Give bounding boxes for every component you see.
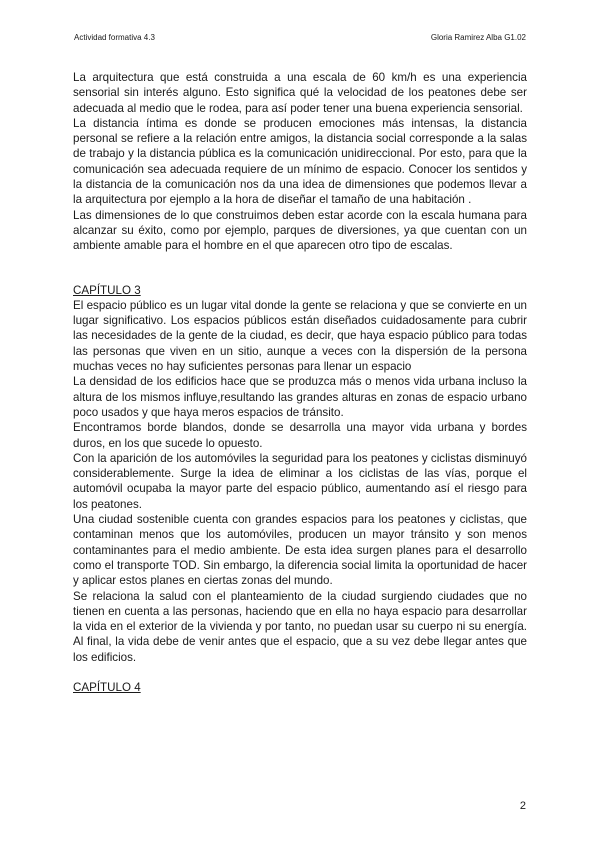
section-gap bbox=[73, 254, 527, 283]
paragraph: Con la aparición de los automóviles la seguridad para los peatones y ciclistas disminuyó considerablemente. Surge la idea de eliminar a los ciclistas de las vías, porque el automóvil ocupaba la mayor parte del espacio público, aumentando así el riesgo para los peatones. bbox=[73, 451, 527, 511]
paragraph: Encontramos borde blandos, donde se desarrolla una mayor vida urbana y bordes duros, en los que sucede lo opuesto. bbox=[73, 421, 527, 450]
paragraph: La distancia íntima es donde se producen emociones más intensas, la distancia personal se refiere a la relación entre amigos, la distancia social corresponde a la salas de trabajo y la distancia pública es la comunicación unidireccional. Por esto, para que la comunicación sea adecuada requiere de un mínimo de espacio. Conocer los sentidos y la distancia de la comunicación nos da una idea de dimensiones que podemos llevar a la arquitectura por ejemplo a la hora de diseñar el tamaño de una habitación . bbox=[73, 116, 527, 207]
paragraph: Una ciudad sostenible cuenta con grandes espacios para los peatones y ciclistas, que contaminan menos que los automóviles, producen un mayor tránsito y son menos contaminantes para el medio ambiente. De esta idea surgen planes para el desarrollo como el transporte TOD. Sin embargo, la diferencia social limita la oportunidad de hacer y aplicar estos planes en ciertas zonas del mundo. bbox=[73, 513, 527, 588]
header-activity-title: Actividad formativa 4.3 bbox=[74, 33, 155, 42]
chapter-3-heading: CAPÍTULO 3 bbox=[73, 283, 141, 297]
header-author: Gloria Ramirez Alba G1.02 bbox=[430, 33, 526, 42]
section-gap bbox=[73, 665, 527, 680]
paragraph: Se relaciona la salud con el planteamiento de la ciudad surgiendo ciudades que no tienen en cuenta a las personas, haciendo que en ella no haya espacio para desarrollar la vida en el exterior de la vivienda y por tanto, no puedan usar su cuerpo ni su energía. Al final, la vida debe de venir antes que el espacio, que a su vez debe llegar antes que los edificios. bbox=[73, 589, 527, 664]
paragraph: Las dimensiones de lo que construimos deben estar acorde con la escala humana para alcanzar su éxito, como por ejemplo, parques de diversiones, ya que cuentan con un ambiente amable para el hombre en el que aparecen otro tipo de escalas. bbox=[73, 208, 527, 253]
paragraph: La arquitectura que está construida a una escala de 60 km/h es una experiencia sensorial sin interés alguno. Esto significa qué la velocidad de los peatones debe ser adecuada al medio que le rodea, para así poder tener una buena experiencia sensorial. bbox=[73, 71, 527, 115]
paragraph: La densidad de los edificios hace que se produzca más o menos vida urbana incluso la altura de los mismos influye,resultando las grandes alturas en zonas de espacio urbano poco usados y que haya meros espacios de tránsito. bbox=[73, 375, 527, 419]
paragraph: El espacio público es un lugar vital donde la gente se relaciona y que se convierte en un lugar significativo. Los espacios públicos están diseñados cuidadosamente para cubrir las necesidades de la gente de la ciudad, es decir, que haya espacio público para todas las personas que viven en un sitio, aunque a veces con la dispersión de la persona muchas veces no hay suficientes personas para llenar un espacio bbox=[73, 298, 527, 374]
page-number: 2 bbox=[519, 800, 526, 812]
chapter-4-heading: CAPÍTULO 4 bbox=[73, 680, 141, 694]
document-body bbox=[73, 70, 527, 695]
